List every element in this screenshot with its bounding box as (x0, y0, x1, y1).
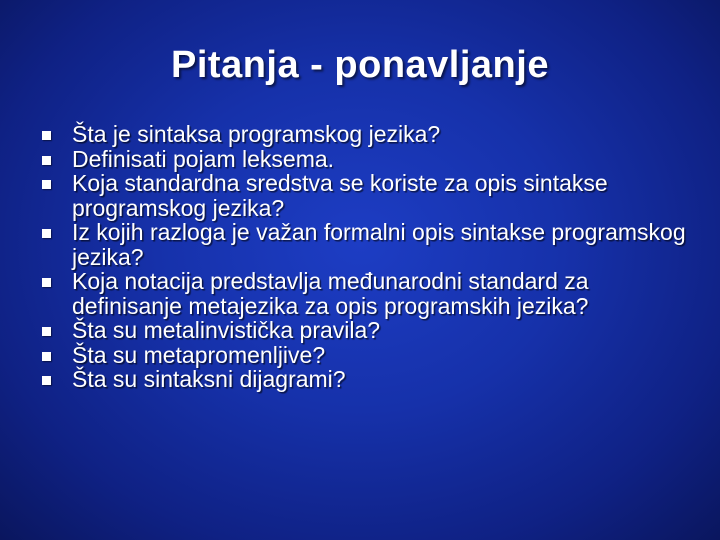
list-item-text: Šta su sintaksni dijagrami? (72, 366, 346, 392)
square-bullet-icon (42, 376, 51, 385)
list-item-text: Definisati pojam leksema. (72, 145, 335, 172)
square-bullet-icon (42, 278, 51, 287)
list-item (42, 269, 692, 318)
square-bullet-icon (42, 229, 51, 238)
list-item-text: Šta su metapromenljive? (72, 341, 326, 368)
list-item (42, 367, 692, 392)
list-item (42, 171, 692, 220)
slide-title: Pitanja - ponavljanje (171, 44, 549, 86)
square-bullet-icon (42, 327, 51, 336)
list-item (42, 122, 692, 147)
list-item (42, 220, 692, 269)
list-item-text: Šta je sintaksa programskog jezika? (72, 121, 441, 147)
square-bullet-icon (42, 180, 51, 189)
list-item-text: Šta su metalinvistička pravila? (72, 317, 381, 343)
list-item-text: Iz kojih razloga je važan formalni opis sintakse programskog jezika? (72, 219, 686, 270)
square-bullet-icon (42, 156, 51, 165)
list-item (42, 318, 692, 343)
list-item-text: Koja standardna sredstva se koriste za opis sintakse programskog jezika? (72, 170, 608, 221)
question-list (42, 122, 692, 392)
list-item (42, 343, 692, 368)
square-bullet-icon (42, 352, 51, 361)
list-item-text: Koja notacija predstavlja međunarodni standard za definisanje metajezika za opis programskih jezika? (72, 268, 589, 319)
square-bullet-icon (42, 131, 51, 140)
list-item (42, 147, 692, 172)
